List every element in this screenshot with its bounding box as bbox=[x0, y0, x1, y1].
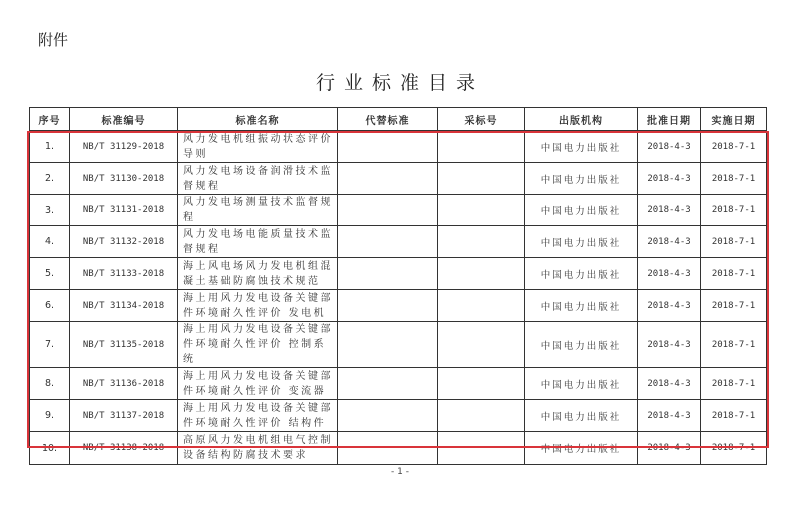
row-code: NB/T 31129-2018 bbox=[70, 131, 178, 163]
row-approved: 2018-4-3 bbox=[638, 400, 701, 432]
row-adopted bbox=[438, 163, 525, 195]
row-effective: 2018-7-1 bbox=[701, 400, 767, 432]
row-effective: 2018-7-1 bbox=[701, 258, 767, 290]
header-adopted: 采标号 bbox=[438, 108, 525, 131]
row-adopted bbox=[438, 290, 525, 322]
row-replaces bbox=[338, 226, 438, 258]
table-row bbox=[30, 400, 767, 432]
row-effective: 2018-7-1 bbox=[701, 226, 767, 258]
row-effective: 2018-7-1 bbox=[701, 195, 767, 226]
standards-table bbox=[29, 107, 767, 465]
row-publisher: 中国电力出版社 bbox=[525, 322, 638, 368]
row-adopted bbox=[438, 195, 525, 226]
row-no: 4. bbox=[30, 226, 70, 258]
row-name: 风力发电场电能质量技术监督规程 bbox=[178, 226, 338, 258]
row-approved: 2018-4-3 bbox=[638, 195, 701, 226]
row-code: NB/T 31134-2018 bbox=[70, 290, 178, 322]
row-code: NB/T 31132-2018 bbox=[70, 226, 178, 258]
row-approved: 2018-4-3 bbox=[638, 322, 701, 368]
table-row bbox=[30, 322, 767, 368]
row-approved: 2018-4-3 bbox=[638, 226, 701, 258]
row-effective: 2018-7-1 bbox=[701, 368, 767, 400]
row-code: NB/T 31130-2018 bbox=[70, 163, 178, 195]
row-name: 高原风力发电机组电气控制设备结构防腐技术要求 bbox=[178, 432, 338, 465]
row-no: 3. bbox=[30, 195, 70, 226]
attachment-label: 附件 bbox=[38, 31, 69, 49]
row-name: 海上用风力发电设备关键部件环境耐久性评价 结构件 bbox=[178, 400, 338, 432]
row-publisher: 中国电力出版社 bbox=[525, 226, 638, 258]
row-approved: 2018-4-3 bbox=[638, 368, 701, 400]
header-effective: 实施日期 bbox=[701, 108, 767, 131]
header-row bbox=[30, 108, 767, 131]
page-title: 行业标准目录 bbox=[315, 72, 484, 94]
row-code: NB/T 31137-2018 bbox=[70, 400, 178, 432]
row-publisher: 中国电力出版社 bbox=[525, 368, 638, 400]
row-name: 海上风电场风力发电机组混凝土基础防腐蚀技术规范 bbox=[178, 258, 338, 290]
row-publisher: 中国电力出版社 bbox=[525, 258, 638, 290]
table-row bbox=[30, 163, 767, 195]
row-publisher: 中国电力出版社 bbox=[525, 163, 638, 195]
row-approved: 2018-4-3 bbox=[638, 290, 701, 322]
row-adopted bbox=[438, 258, 525, 290]
header-replaces: 代替标准 bbox=[338, 108, 438, 131]
table-row bbox=[30, 258, 767, 290]
row-no: 7. bbox=[30, 322, 70, 368]
row-name: 风力发电场设备润滑技术监督规程 bbox=[178, 163, 338, 195]
row-approved: 2018-4-3 bbox=[638, 163, 701, 195]
row-no: 10. bbox=[30, 432, 70, 465]
row-effective: 2018-7-1 bbox=[701, 290, 767, 322]
page-number: - 1 - bbox=[391, 467, 409, 477]
row-no: 1. bbox=[30, 131, 70, 163]
row-name: 海上用风力发电设备关键部件环境耐久性评价 发电机 bbox=[178, 290, 338, 322]
row-adopted bbox=[438, 400, 525, 432]
row-adopted bbox=[438, 226, 525, 258]
row-code: NB/T 31133-2018 bbox=[70, 258, 178, 290]
header-no: 序号 bbox=[30, 108, 70, 131]
row-effective: 2018-7-1 bbox=[701, 163, 767, 195]
row-publisher: 中国电力出版社 bbox=[525, 131, 638, 163]
row-no: 5. bbox=[30, 258, 70, 290]
row-adopted bbox=[438, 432, 525, 465]
row-publisher: 中国电力出版社 bbox=[525, 432, 638, 465]
table-row bbox=[30, 131, 767, 163]
row-name: 海上用风力发电设备关键部件环境耐久性评价 控制系统 bbox=[178, 322, 338, 368]
row-publisher: 中国电力出版社 bbox=[525, 290, 638, 322]
row-code: NB/T 31138-2018 bbox=[70, 432, 178, 465]
row-approved: 2018-4-3 bbox=[638, 258, 701, 290]
row-approved: 2018-4-3 bbox=[638, 131, 701, 163]
header-approved: 批准日期 bbox=[638, 108, 701, 131]
row-replaces bbox=[338, 195, 438, 226]
row-name: 风力发电场测量技术监督规程 bbox=[178, 195, 338, 226]
row-no: 8. bbox=[30, 368, 70, 400]
row-effective: 2018-7-1 bbox=[701, 131, 767, 163]
row-replaces bbox=[338, 368, 438, 400]
row-no: 6. bbox=[30, 290, 70, 322]
row-replaces bbox=[338, 322, 438, 368]
row-adopted bbox=[438, 322, 525, 368]
table-row bbox=[30, 432, 767, 465]
row-code: NB/T 31135-2018 bbox=[70, 322, 178, 368]
row-replaces bbox=[338, 400, 438, 432]
table-row bbox=[30, 368, 767, 400]
row-replaces bbox=[338, 131, 438, 163]
row-approved: 2018-4-3 bbox=[638, 432, 701, 465]
row-replaces bbox=[338, 432, 438, 465]
row-replaces bbox=[338, 258, 438, 290]
row-adopted bbox=[438, 368, 525, 400]
row-code: NB/T 31136-2018 bbox=[70, 368, 178, 400]
row-code: NB/T 31131-2018 bbox=[70, 195, 178, 226]
table-row bbox=[30, 290, 767, 322]
row-replaces bbox=[338, 290, 438, 322]
row-adopted bbox=[438, 131, 525, 163]
table-row bbox=[30, 226, 767, 258]
row-effective: 2018-7-1 bbox=[701, 432, 767, 465]
header-code: 标准编号 bbox=[70, 108, 178, 131]
row-name: 风力发电机组振动状态评价导则 bbox=[178, 131, 338, 163]
table-row bbox=[30, 195, 767, 226]
row-publisher: 中国电力出版社 bbox=[525, 195, 638, 226]
header-name: 标准名称 bbox=[178, 108, 338, 131]
row-no: 2. bbox=[30, 163, 70, 195]
row-name: 海上用风力发电设备关键部件环境耐久性评价 变流器 bbox=[178, 368, 338, 400]
header-publisher: 出版机构 bbox=[525, 108, 638, 131]
row-replaces bbox=[338, 163, 438, 195]
row-effective: 2018-7-1 bbox=[701, 322, 767, 368]
row-no: 9. bbox=[30, 400, 70, 432]
row-publisher: 中国电力出版社 bbox=[525, 400, 638, 432]
